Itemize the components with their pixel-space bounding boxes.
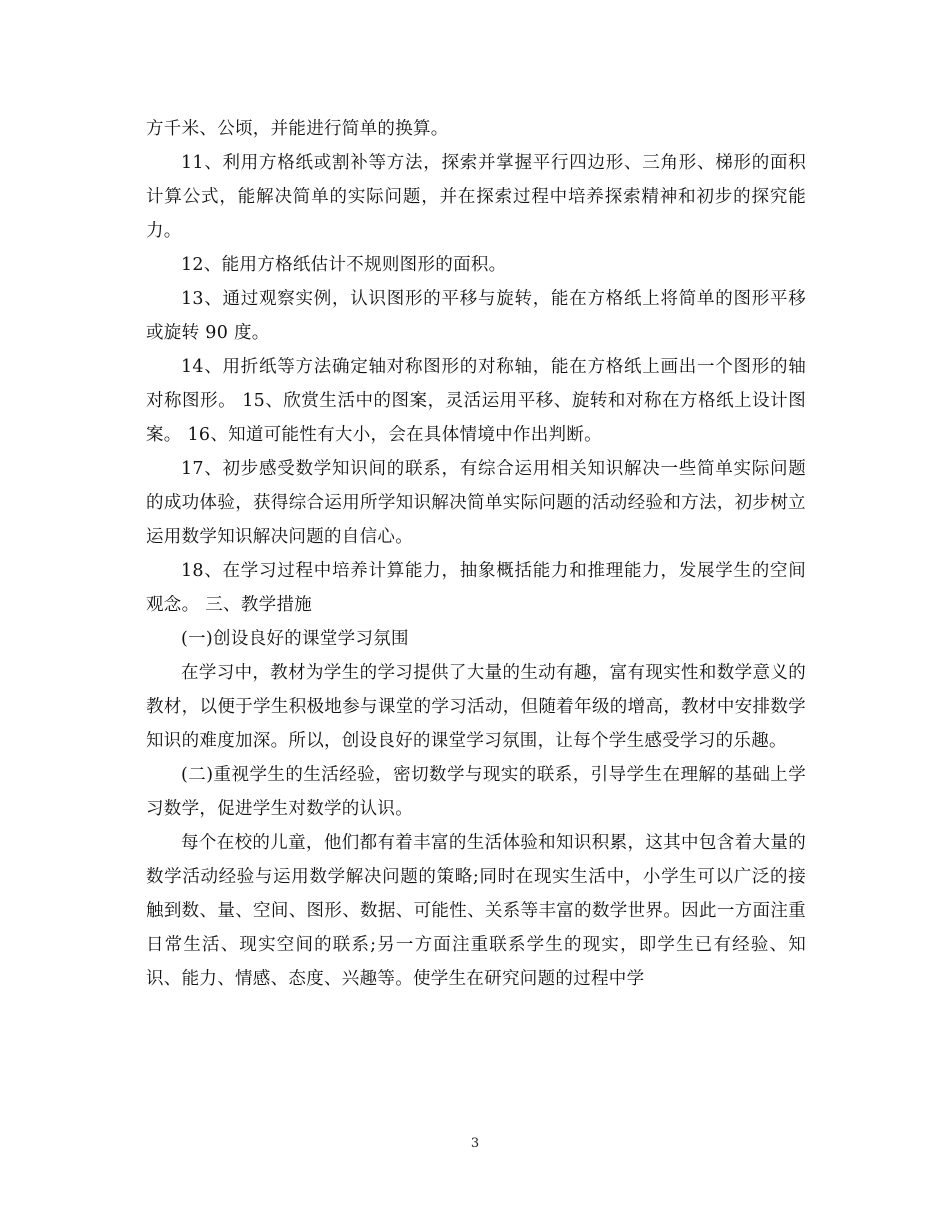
paragraph: 13、通过观察实例，认识图形的平移与旋转，能在方格纸上将简单的图形平移或旋转 90 度。 [146,289,806,343]
section-heading: (一)创设良好的课堂学习氛围 [181,629,409,649]
paragraph: 11、利用方格纸或割补等方法，探索并掌握平行四边形、三角形、梯形的面积计算公式，能解决简单的实际问题，并在探索过程中培养探索精神和初步的探究能力。 [146,153,806,241]
paragraph: 18、在学习过程中培养计算能力，抽象概括能力和推理能力，发展学生的空间观念。 三、教学措施 [146,561,806,615]
paragraph: 12、能用方格纸估计不规则图形的面积。 [181,255,507,275]
paragraph: 17、初步感受数学知识间的联系，有综合运用相关知识解决一些简单实际问题的成功体验，获得综合运用所学知识解决简单实际问题的活动经验和方法，初步树立运用数学知识解决问题的自信心。 [146,459,806,547]
body-text [146,112,806,996]
paragraph: 在学习中，教材为学生的学习提供了大量的生动有趣，富有现实性和数学意义的教材，以便于学生积极地参与课堂的学习活动，但随着年级的增高，教材中安排数学知识的难度加深。所以，创设良好的课堂学习氛围，让每个学生感受学习的乐趣。 [146,663,806,751]
page-number: 3 [470,1136,480,1151]
paragraph: 每个在校的儿童，他们都有着丰富的生活体验和知识积累，这其中包含着大量的数学活动经验与运用数学解决问题的策略;同时在现实生活中，小学生可以广泛的接触到数、量、空间、图形、数据、可能性、关系等丰富的数学世界。因此一方面注重日常生活、现实空间的联系;另一方面注重联系学生的现实，即学生已有经验、知识、能力、情感、态度、兴趣等。使学生在研究问题的过程中学 [146,833,806,989]
paragraph: 方千米、公顷，并能进行简单的换算。 [146,119,449,139]
section-heading: (二)重视学生的生活经验，密切数学与现实的联系，引导学生在理解的基础上学习数学，促进学生对数学的认识。 [146,765,806,819]
paragraph: 14、用折纸等方法确定轴对称图形的对称轴，能在方格纸上画出一个图形的轴对称图形。 15、欣赏生活中的图案，灵活运用平移、旋转和对称在方格纸上设计图案。 16、知道可能性有大小，会在具体情境中作出判断。 [146,357,806,445]
